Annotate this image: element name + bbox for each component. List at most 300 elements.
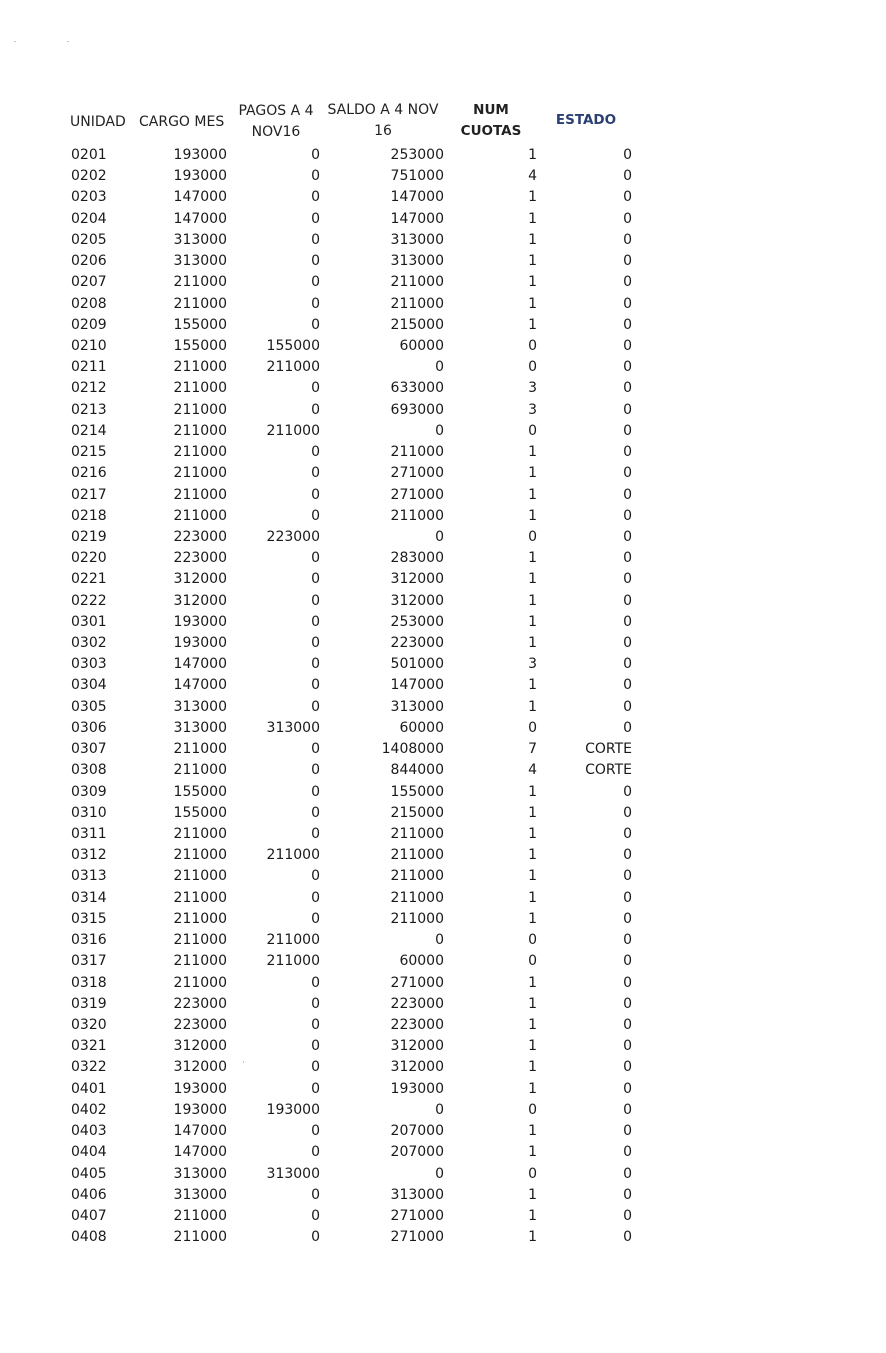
cell-num-cuotas: 0 [528, 337, 537, 354]
cell-estado: CORTE [585, 762, 632, 779]
cell-unidad: 0221 [71, 571, 107, 588]
cell-cargo-mes: 211000 [173, 359, 227, 376]
cell-estado: 0 [623, 189, 632, 206]
table-row [0, 463, 886, 484]
cell-saldo: 60000 [399, 719, 444, 736]
cell-cargo-mes: 147000 [173, 656, 227, 673]
table-row [0, 230, 886, 251]
table-row [0, 930, 886, 951]
cell-estado: 0 [623, 528, 632, 545]
cell-cargo-mes: 211000 [173, 847, 227, 864]
cell-cargo-mes: 211000 [173, 974, 227, 991]
cell-cargo-mes: 223000 [173, 550, 227, 567]
table-row [0, 760, 886, 781]
table-row [0, 718, 886, 739]
cell-cargo-mes: 155000 [173, 316, 227, 333]
cell-estado: 0 [623, 1144, 632, 1161]
cell-saldo: 207000 [390, 1144, 444, 1161]
cell-num-cuotas: 1 [528, 444, 537, 461]
cell-cargo-mes: 223000 [173, 528, 227, 545]
cell-unidad: 0218 [71, 507, 107, 524]
table-row [0, 1015, 886, 1036]
cell-saldo: 211000 [390, 868, 444, 885]
cell-cargo-mes: 147000 [173, 677, 227, 694]
cell-saldo: 211000 [390, 826, 444, 842]
cell-pagos: 193000 [266, 1101, 320, 1118]
cell-cargo-mes: 211000 [173, 465, 227, 482]
cell-num-cuotas: 4 [528, 762, 537, 779]
header-unidad: UNIDAD [70, 114, 126, 130]
cell-saldo: 313000 [390, 698, 444, 715]
cell-num-cuotas: 1 [528, 295, 537, 312]
cell-cargo-mes: 313000 [173, 698, 227, 715]
cell-cargo-mes: 193000 [173, 635, 227, 652]
table-row [0, 272, 886, 293]
cell-saldo: 271000 [390, 1207, 444, 1224]
cell-saldo: 215000 [390, 316, 444, 333]
cell-pagos: 211000 [266, 422, 320, 439]
cell-pagos: 211000 [266, 932, 320, 949]
table-row [0, 400, 886, 421]
cell-saldo: 633000 [390, 380, 444, 397]
cell-estado: 0 [623, 1123, 632, 1140]
cell-pagos: 0 [311, 677, 320, 694]
table-row [0, 421, 886, 442]
cell-cargo-mes: 211000 [173, 953, 227, 970]
cell-pagos: 0 [311, 974, 320, 991]
cell-estado: 0 [623, 1080, 632, 1097]
cell-saldo: 1408000 [381, 741, 444, 758]
cell-pagos: 0 [311, 804, 320, 821]
table-row [0, 1227, 886, 1248]
cell-estado: 0 [623, 719, 632, 736]
cell-cargo-mes: 155000 [173, 783, 227, 800]
cell-pagos: 0 [311, 253, 320, 270]
cell-cargo-mes: 211000 [173, 932, 227, 949]
cell-unidad: 0203 [71, 189, 107, 206]
cell-cargo-mes: 313000 [173, 231, 227, 248]
cell-num-cuotas: 1 [528, 550, 537, 567]
cell-unidad: 0220 [71, 550, 107, 567]
cell-saldo: 751000 [390, 168, 444, 185]
cell-num-cuotas: 0 [528, 719, 537, 736]
cell-num-cuotas: 1 [528, 147, 537, 163]
cell-saldo: 223000 [390, 995, 444, 1012]
cell-cargo-mes: 223000 [173, 1016, 227, 1033]
cell-num-cuotas: 1 [528, 1123, 537, 1140]
cell-pagos: 0 [311, 444, 320, 461]
table-row [0, 951, 886, 972]
header-estado: ESTADO [555, 112, 617, 128]
cell-cargo-mes: 193000 [173, 1101, 227, 1118]
table-row [0, 315, 886, 336]
cell-pagos: 0 [311, 1038, 320, 1055]
cell-saldo: 253000 [390, 147, 444, 163]
cell-cargo-mes: 211000 [173, 826, 227, 842]
cell-unidad: 0207 [71, 274, 107, 291]
cell-pagos: 0 [311, 486, 320, 503]
cell-num-cuotas: 0 [528, 1101, 537, 1118]
cell-saldo: 0 [435, 932, 444, 949]
cell-cargo-mes: 223000 [173, 995, 227, 1012]
cell-estado: 0 [623, 910, 632, 927]
table-row [0, 803, 886, 824]
cell-num-cuotas: 0 [528, 528, 537, 545]
table-row [0, 1185, 886, 1206]
cell-unidad: 0209 [71, 316, 107, 333]
cell-pagos: 0 [311, 1186, 320, 1203]
cell-saldo: 147000 [390, 189, 444, 206]
scan-speck [14, 41, 16, 42]
cell-estado: 0 [623, 210, 632, 227]
cell-num-cuotas: 1 [528, 910, 537, 927]
table-row [0, 782, 886, 803]
cell-num-cuotas: 1 [528, 486, 537, 503]
cell-num-cuotas: 1 [528, 316, 537, 333]
cell-estado: CORTE [585, 741, 632, 758]
cell-unidad: 0310 [71, 804, 107, 821]
cell-pagos: 0 [311, 762, 320, 779]
cell-saldo: 312000 [390, 592, 444, 609]
cell-saldo: 147000 [390, 677, 444, 694]
cell-pagos: 0 [311, 1144, 320, 1161]
cell-cargo-mes: 211000 [173, 762, 227, 779]
table-row [0, 824, 886, 845]
cell-cargo-mes: 147000 [173, 1123, 227, 1140]
table-row [0, 654, 886, 675]
cell-estado: 0 [623, 698, 632, 715]
cell-num-cuotas: 1 [528, 889, 537, 906]
cell-saldo: 211000 [390, 889, 444, 906]
table-row [0, 378, 886, 399]
cell-cargo-mes: 312000 [173, 1038, 227, 1055]
cell-saldo: 211000 [390, 444, 444, 461]
cell-cargo-mes: 211000 [173, 444, 227, 461]
cell-cargo-mes: 147000 [173, 210, 227, 227]
cell-pagos: 0 [311, 868, 320, 885]
table-row [0, 336, 886, 357]
cell-unidad: 0317 [71, 953, 107, 970]
table-row [0, 739, 886, 760]
cell-cargo-mes: 211000 [173, 910, 227, 927]
header-cargo-mes: CARGO MES [139, 114, 225, 130]
table-row [0, 1079, 886, 1100]
cell-saldo: 211000 [390, 507, 444, 524]
cell-estado: 0 [623, 1186, 632, 1203]
cell-num-cuotas: 1 [528, 571, 537, 588]
cell-cargo-mes: 211000 [173, 295, 227, 312]
cell-estado: 0 [623, 1101, 632, 1118]
cell-unidad: 0407 [71, 1207, 107, 1224]
cell-unidad: 0313 [71, 868, 107, 885]
cell-cargo-mes: 312000 [173, 571, 227, 588]
cell-num-cuotas: 1 [528, 783, 537, 800]
table-row [0, 633, 886, 654]
cell-num-cuotas: 1 [528, 1080, 537, 1097]
cell-estado: 0 [623, 168, 632, 185]
cell-pagos: 0 [311, 316, 320, 333]
cell-unidad: 0312 [71, 847, 107, 864]
cell-unidad: 0202 [71, 168, 107, 185]
cell-pagos: 0 [311, 1207, 320, 1224]
cell-pagos: 0 [311, 1016, 320, 1033]
cell-unidad: 0322 [71, 1059, 107, 1076]
cell-num-cuotas: 3 [528, 401, 537, 418]
cell-estado: 0 [623, 1207, 632, 1224]
table-row [0, 1206, 886, 1227]
cell-num-cuotas: 1 [528, 974, 537, 991]
cell-estado: 0 [623, 380, 632, 397]
table-row [0, 1142, 886, 1163]
cell-unidad: 0311 [71, 826, 107, 842]
cell-cargo-mes: 211000 [173, 1207, 227, 1224]
cell-pagos: 0 [311, 231, 320, 248]
cell-num-cuotas: 1 [528, 1059, 537, 1076]
cell-pagos: 313000 [266, 1165, 320, 1182]
cell-num-cuotas: 1 [528, 677, 537, 694]
cell-pagos: 211000 [266, 359, 320, 376]
cell-unidad: 0309 [71, 783, 107, 800]
cell-cargo-mes: 313000 [173, 719, 227, 736]
cell-estado: 0 [623, 231, 632, 248]
cell-unidad: 0320 [71, 1016, 107, 1033]
cell-num-cuotas: 1 [528, 253, 537, 270]
cell-saldo: 501000 [390, 656, 444, 673]
cell-pagos: 155000 [266, 337, 320, 354]
cell-unidad: 0304 [71, 677, 107, 694]
cell-saldo: 0 [435, 1101, 444, 1118]
table-row [0, 994, 886, 1015]
cell-saldo: 313000 [390, 253, 444, 270]
table-row [0, 909, 886, 930]
cell-pagos: 0 [311, 889, 320, 906]
cell-unidad: 0216 [71, 465, 107, 482]
table-row [0, 442, 886, 463]
cell-cargo-mes: 312000 [173, 1059, 227, 1076]
table-row [0, 357, 886, 378]
cell-saldo: 0 [435, 359, 444, 376]
cell-pagos: 223000 [266, 528, 320, 545]
cell-cargo-mes: 313000 [173, 1186, 227, 1203]
cell-pagos: 0 [311, 910, 320, 927]
cell-saldo: 283000 [390, 550, 444, 567]
cell-pagos: 0 [311, 401, 320, 418]
cell-cargo-mes: 147000 [173, 1144, 227, 1161]
cell-pagos: 211000 [266, 953, 320, 970]
table-row [0, 888, 886, 909]
cell-cargo-mes: 211000 [173, 1229, 227, 1246]
table-row [0, 1036, 886, 1057]
cell-num-cuotas: 1 [528, 613, 537, 630]
header-num-cuotas: NUM CUOTAS [460, 102, 522, 139]
cell-num-cuotas: 1 [528, 231, 537, 248]
cell-estado: 0 [623, 337, 632, 354]
cell-pagos: 0 [311, 995, 320, 1012]
table-row [0, 697, 886, 718]
cell-num-cuotas: 1 [528, 635, 537, 652]
cell-saldo: 312000 [390, 571, 444, 588]
cell-estado: 0 [623, 613, 632, 630]
cell-num-cuotas: 7 [528, 741, 537, 758]
cell-unidad: 0314 [71, 889, 107, 906]
cell-estado: 0 [623, 953, 632, 970]
cell-saldo: 253000 [390, 613, 444, 630]
cell-unidad: 0212 [71, 380, 107, 397]
cell-estado: 0 [623, 147, 632, 163]
cell-estado: 0 [623, 295, 632, 312]
cell-cargo-mes: 155000 [173, 337, 227, 354]
cell-saldo: 312000 [390, 1059, 444, 1076]
cell-saldo: 155000 [390, 783, 444, 800]
cell-pagos: 313000 [266, 719, 320, 736]
cell-num-cuotas: 1 [528, 507, 537, 524]
cell-cargo-mes: 155000 [173, 804, 227, 821]
cell-unidad: 0205 [71, 231, 107, 248]
cell-num-cuotas: 1 [528, 1038, 537, 1055]
cell-unidad: 0302 [71, 635, 107, 652]
table-row [0, 973, 886, 994]
cell-estado: 0 [623, 677, 632, 694]
cell-saldo: 693000 [390, 401, 444, 418]
cell-unidad: 0214 [71, 422, 107, 439]
cell-saldo: 60000 [399, 337, 444, 354]
cell-unidad: 0201 [71, 147, 107, 163]
cell-num-cuotas: 1 [528, 592, 537, 609]
cell-pagos: 0 [311, 826, 320, 842]
cell-unidad: 0405 [71, 1165, 107, 1182]
table-row [0, 485, 886, 506]
table-row [0, 675, 886, 696]
cell-saldo: 215000 [390, 804, 444, 821]
cell-saldo: 0 [435, 1165, 444, 1182]
cell-cargo-mes: 211000 [173, 486, 227, 503]
cell-num-cuotas: 1 [528, 189, 537, 206]
cell-cargo-mes: 193000 [173, 147, 227, 163]
cell-num-cuotas: 3 [528, 656, 537, 673]
cell-pagos: 211000 [266, 847, 320, 864]
cell-num-cuotas: 1 [528, 1207, 537, 1224]
cell-estado: 0 [623, 974, 632, 991]
cell-pagos: 0 [311, 465, 320, 482]
cell-cargo-mes: 193000 [173, 168, 227, 185]
cell-num-cuotas: 1 [528, 210, 537, 227]
cell-saldo: 271000 [390, 974, 444, 991]
cell-unidad: 0208 [71, 295, 107, 312]
cell-saldo: 211000 [390, 847, 444, 864]
cell-pagos: 0 [311, 656, 320, 673]
cell-unidad: 0321 [71, 1038, 107, 1055]
cell-estado: 0 [623, 826, 632, 842]
cell-pagos: 0 [311, 168, 320, 185]
cell-unidad: 0219 [71, 528, 107, 545]
cell-unidad: 0319 [71, 995, 107, 1012]
cell-pagos: 0 [311, 1080, 320, 1097]
cell-pagos: 0 [311, 783, 320, 800]
cell-cargo-mes: 193000 [173, 1080, 227, 1097]
cell-num-cuotas: 1 [528, 868, 537, 885]
cell-saldo: 312000 [390, 1038, 444, 1055]
cell-estado: 0 [623, 995, 632, 1012]
cell-cargo-mes: 147000 [173, 189, 227, 206]
table-row [0, 187, 886, 208]
cell-estado: 0 [623, 444, 632, 461]
cell-unidad: 0403 [71, 1123, 107, 1140]
cell-estado: 0 [623, 253, 632, 270]
table-row [0, 166, 886, 187]
cell-estado: 0 [623, 1038, 632, 1055]
table-row [0, 548, 886, 569]
cell-estado: 0 [623, 1016, 632, 1033]
cell-unidad: 0402 [71, 1101, 107, 1118]
cell-saldo: 271000 [390, 465, 444, 482]
cell-pagos: 0 [311, 210, 320, 227]
cell-cargo-mes: 211000 [173, 401, 227, 418]
cell-estado: 0 [623, 783, 632, 800]
cell-unidad: 0210 [71, 337, 107, 354]
cell-num-cuotas: 0 [528, 359, 537, 376]
cell-num-cuotas: 1 [528, 465, 537, 482]
cell-pagos: 0 [311, 380, 320, 397]
cell-unidad: 0307 [71, 741, 107, 758]
cell-estado: 0 [623, 1059, 632, 1076]
cell-unidad: 0222 [71, 592, 107, 609]
table-row [0, 612, 886, 633]
cell-saldo: 60000 [399, 953, 444, 970]
cell-num-cuotas: 1 [528, 995, 537, 1012]
cell-saldo: 271000 [390, 1229, 444, 1246]
table-row [0, 845, 886, 866]
cell-pagos: 0 [311, 147, 320, 163]
cell-unidad: 0211 [71, 359, 107, 376]
cell-num-cuotas: 1 [528, 804, 537, 821]
cell-cargo-mes: 211000 [173, 380, 227, 397]
cell-unidad: 0308 [71, 762, 107, 779]
cell-unidad: 0213 [71, 401, 107, 418]
scan-speck [67, 41, 69, 42]
cell-pagos: 0 [311, 295, 320, 312]
cell-cargo-mes: 312000 [173, 592, 227, 609]
cell-cargo-mes: 211000 [173, 507, 227, 524]
cell-saldo: 271000 [390, 486, 444, 503]
cell-num-cuotas: 1 [528, 274, 537, 291]
cell-pagos: 0 [311, 613, 320, 630]
cell-pagos: 0 [311, 274, 320, 291]
cell-saldo: 844000 [390, 762, 444, 779]
cell-estado: 0 [623, 868, 632, 885]
cell-num-cuotas: 0 [528, 422, 537, 439]
cell-unidad: 0303 [71, 656, 107, 673]
table-row [0, 1164, 886, 1185]
cell-saldo: 223000 [390, 1016, 444, 1033]
cell-num-cuotas: 0 [528, 932, 537, 949]
cell-unidad: 0217 [71, 486, 107, 503]
cell-num-cuotas: 1 [528, 1229, 537, 1246]
cell-unidad: 0318 [71, 974, 107, 991]
cell-estado: 0 [623, 847, 632, 864]
table-row [0, 294, 886, 315]
cell-cargo-mes: 211000 [173, 741, 227, 758]
cell-num-cuotas: 1 [528, 847, 537, 864]
table-row [0, 527, 886, 548]
cell-unidad: 0315 [71, 910, 107, 927]
cell-unidad: 0404 [71, 1144, 107, 1161]
cell-estado: 0 [623, 932, 632, 949]
cell-pagos: 0 [311, 571, 320, 588]
cell-num-cuotas: 1 [528, 1016, 537, 1033]
cell-unidad: 0305 [71, 698, 107, 715]
cell-pagos: 0 [311, 592, 320, 609]
cell-saldo: 211000 [390, 910, 444, 927]
